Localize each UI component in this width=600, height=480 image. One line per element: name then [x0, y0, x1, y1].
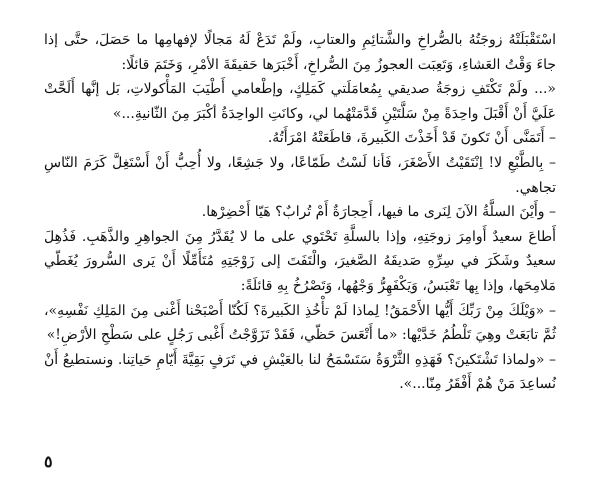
- paragraph-wife-scolds: – «وَيْلَكَ مِنْ رَبِّكَ أَيُّها الأَحْمَقُ! لِماذا لَمْ تأْخُذِ الكَبيرةَ؟ لَكُنّا أَصْبَحْنا أَغْنى مِنَ المَلِكِ نَفْسِهِ»، ثُمَّ تابَعَتْ وهِيَ تَلْطُمُ خَدَّيْها: «ما أَتْعَسَ حَظّي، فَقَدْ تَزَوَّجْتُ أَغْبى رَجُلٍ على سَطْحِ الأرْضِ!»: [44, 302, 556, 344]
- paragraph-basket-jewels: أَطاعَ سعيدٌ أَوامِرَ زوجَتِهِ، وإذا بالسلَّةِ تَحْتَوي على ما لا يُقَدَّرُ مِنَ الجواهِرِ والذَّهَبِ. فَذُهِلَ سعيدٌ وشَكَرَ في سِرِّهِ صَديقَهُ الصَّغيرَ، والْتَفَتَ إلى زَوْجَتِهِ مُتَأَمِّلًا أَنْ يَرى السُّرورَ يُغَطّي مَلامِحَها، وإذا بِها تَعْبَسُ، وَيَكْفَهِرُّ وَجْهُها، وَتَصْرُخُ بِهِ قائلَةً:: [44, 228, 556, 294]
- paragraph-wife-interrupts: – أَتَمَنَّى أَنْ تَكونَ قَدْ أَخَذْتَ الكَبيرةَ، قاطَعَتْهُ امْرَأَتُهُ.: [267, 130, 556, 147]
- paragraph-quote-friend-wife: «... ولَمْ تَكْتَفِ زوجَةُ صديقي بِمُعامَلَتي كَمَلِكٍ، وإطْعامي أَطْيَبَ المَأْكولاتِ، بَل إنَّها أَلَحَّتْ عَلَيَّ أَنْ أَقْبَلَ واحِدَةً مِنْ سَلَّتَيْنِ قَدَّمَتْهُما لي، وكانَتِ الواحِدَةُ أكْبَرَ مِنَ الثّانيةِ...»: [44, 81, 556, 122]
- paragraph-narration-return: اسْتَقْبَلَتْهُ زوجَتُهُ بالصُّراخِ والشَّتائِمِ والعتابِ، ولَمْ تَدَعْ لَهُ مَجالًا لإفهامِها ما حَصَلَ، حتَّى إذا جاءَ وَقْتُ العَشاءِ، وَتَعِبَت العجوزُ مِنَ الصُّراخِ، أَخْبَرَها حَقيقَةَ الأمْرِ، وَخَتَمَ قائلًا:: [44, 32, 556, 73]
- page-number: ٥: [44, 452, 53, 471]
- paragraph-why-complain: – «ولماذا تَشْتَكينَ؟ فَهَذِهِ الثَّرْوَةُ سَتَسْمَحُ لنا بالعَيْشِ في تَرَفٍ بَقِيَّةَ أَيّامِ حَياتِنا. ونستطيعُ أَنْ نُساعِدَ مَنْ هُمْ أَفْقَرُ مِنّا...».: [44, 351, 556, 393]
- story-text: [44, 28, 556, 440]
- paragraph-chose-smaller: – بِالطَّبْعِ لا! اِنْتَقَيْتُ الأَصْغَرَ، فَأنا لَسْتُ طَمّاعًا، ولا جَشِعًا، ولا أُحِبُّ أَنْ أَسْتَغِلَّ كَرَمَ النّاسِ تجاهي.: [44, 154, 556, 196]
- paragraph-bring-basket: – وأَيْنَ السلَّةُ الآنَ لِنَرى ما فيها، أَحِجارَةٌ أَمْ تُرابٌ؟ هَيّا أَحْضِرْها.: [201, 204, 556, 221]
